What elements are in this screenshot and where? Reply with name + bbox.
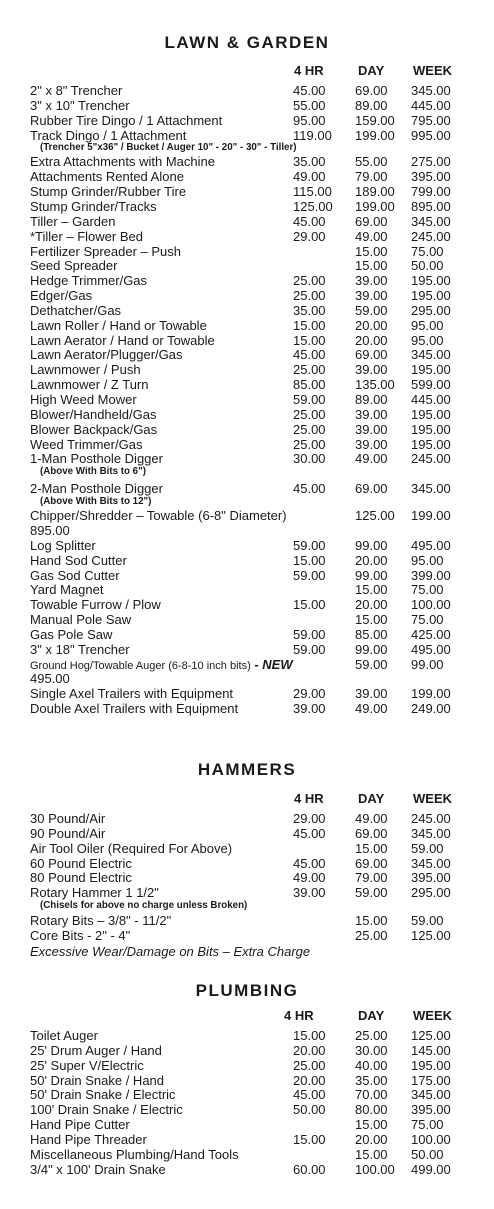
price-day: 39.00 bbox=[355, 362, 388, 378]
price-week: 75.00 bbox=[411, 243, 444, 259]
item-name: Double Axel Trailers with Equipment bbox=[30, 701, 239, 717]
price-week: 345.00 bbox=[411, 1087, 451, 1103]
price-overflow: 895.00 bbox=[30, 522, 70, 538]
price-row bbox=[0, 627, 494, 642]
price-row bbox=[0, 422, 494, 437]
price-day: 85.00 bbox=[355, 626, 388, 642]
price-day: 25.00 bbox=[355, 927, 388, 943]
price-4hr: 45.00 bbox=[293, 825, 326, 841]
price-week: 249.00 bbox=[411, 701, 451, 717]
price-week: 245.00 bbox=[411, 811, 451, 826]
price-week: 95.00 bbox=[411, 552, 444, 568]
price-week: 399.00 bbox=[411, 567, 451, 583]
price-day: 89.00 bbox=[355, 97, 388, 113]
price-week: 175.00 bbox=[411, 1072, 451, 1088]
hammers-title: HAMMERS bbox=[197, 760, 297, 779]
item-name: Dethatcher/Gas bbox=[30, 302, 122, 318]
price-day: 89.00 bbox=[355, 392, 388, 407]
item-name: Rotary Bits – 3/8" - 11/2" bbox=[30, 913, 172, 929]
item-name: 50' Drain Snake / Hand bbox=[30, 1072, 165, 1088]
item-name: Tiller – Garden bbox=[30, 213, 116, 229]
price-day: 79.00 bbox=[355, 169, 388, 185]
price-row bbox=[0, 273, 494, 288]
price-day: 99.00 bbox=[355, 537, 388, 553]
price-row bbox=[0, 885, 494, 900]
item-name: 100' Drain Snake / Electric bbox=[30, 1102, 183, 1118]
item-name: 25' Super V/Electric bbox=[30, 1057, 144, 1073]
price-4hr: 25.00 bbox=[293, 1057, 326, 1073]
price-row bbox=[0, 288, 494, 303]
price-row bbox=[0, 1043, 494, 1058]
price-row bbox=[0, 553, 494, 568]
price-4hr: 45.00 bbox=[293, 83, 326, 98]
price-row bbox=[0, 1087, 494, 1102]
price-row bbox=[0, 870, 494, 885]
item-name: 3" x 10" Trencher bbox=[30, 97, 130, 113]
item-name: Toilet Auger bbox=[30, 1028, 98, 1043]
price-week: 59.00 bbox=[411, 913, 444, 929]
item-name: High Weed Mower bbox=[30, 392, 137, 407]
price-week: 95.00 bbox=[411, 332, 444, 348]
price-day: 69.00 bbox=[355, 855, 388, 871]
price-4hr: 15.00 bbox=[293, 1028, 326, 1043]
price-week: 345.00 bbox=[411, 213, 451, 229]
price-row bbox=[0, 841, 494, 856]
price-day: 69.00 bbox=[355, 825, 388, 841]
price-row bbox=[0, 214, 494, 229]
price-day: 49.00 bbox=[355, 811, 388, 826]
price-week: 395.00 bbox=[411, 1102, 451, 1118]
item-name: Fertilizer Spreader – Push bbox=[30, 243, 182, 259]
price-week: 395.00 bbox=[411, 169, 451, 185]
price-row bbox=[0, 1058, 494, 1073]
price-4hr: 30.00 bbox=[293, 451, 326, 467]
price-day: 100.00 bbox=[355, 1161, 395, 1177]
price-4hr: 60.00 bbox=[293, 1161, 326, 1177]
price-week: 50.00 bbox=[411, 1146, 444, 1162]
price-row bbox=[0, 508, 494, 523]
price-day: 80.00 bbox=[355, 1102, 388, 1118]
price-4hr: 25.00 bbox=[293, 288, 326, 304]
item-name: Chipper/Shredder – Towable (6-8" Diameter) bbox=[30, 508, 287, 524]
item-name: 1-Man Posthole Digger bbox=[30, 451, 163, 467]
item-name: Yard Magnet bbox=[30, 582, 104, 598]
price-week: 100.00 bbox=[411, 1131, 451, 1147]
price-row bbox=[0, 347, 494, 362]
price-week: 75.00 bbox=[411, 612, 444, 628]
price-day: 39.00 bbox=[355, 406, 388, 422]
price-4hr: 15.00 bbox=[293, 552, 326, 568]
price-4hr: 20.00 bbox=[293, 1072, 326, 1088]
price-4hr: 45.00 bbox=[293, 347, 326, 363]
price-week: 425.00 bbox=[411, 626, 451, 642]
price-week: 199.00 bbox=[411, 686, 451, 702]
price-row bbox=[0, 538, 494, 553]
price-4hr: 25.00 bbox=[293, 421, 326, 437]
price-4hr: 15.00 bbox=[293, 1131, 326, 1147]
price-row bbox=[0, 333, 494, 348]
price-4hr: 20.00 bbox=[293, 1042, 326, 1058]
item-name: 30 Pound/Air bbox=[30, 811, 106, 826]
price-4hr: 95.00 bbox=[293, 112, 326, 128]
item-name: Hand Pipe Cutter bbox=[30, 1117, 130, 1133]
price-row bbox=[0, 229, 494, 244]
price-day: 70.00 bbox=[355, 1087, 388, 1103]
price-row bbox=[0, 913, 494, 928]
price-week: 345.00 bbox=[411, 480, 451, 496]
price-row bbox=[0, 1102, 494, 1117]
price-row bbox=[0, 1028, 494, 1043]
price-week: 195.00 bbox=[411, 273, 451, 289]
price-row bbox=[0, 481, 494, 496]
col-day-header: DAY bbox=[358, 63, 385, 78]
price-4hr: 39.00 bbox=[293, 885, 326, 901]
price-week: 445.00 bbox=[411, 392, 451, 407]
price-week: 345.00 bbox=[411, 83, 451, 98]
item-name: Track Dingo / 1 Attachment bbox=[30, 127, 187, 143]
price-4hr: 25.00 bbox=[293, 436, 326, 452]
price-day: 15.00 bbox=[355, 243, 388, 259]
item-name: Log Splitter bbox=[30, 537, 96, 553]
price-row bbox=[0, 451, 494, 466]
item-name: Edger/Gas bbox=[30, 288, 93, 304]
item-name: Miscellaneous Plumbing/Hand Tools bbox=[30, 1146, 239, 1162]
price-row bbox=[0, 612, 494, 627]
price-day: 125.00 bbox=[355, 508, 395, 524]
item-name: Manual Pole Saw bbox=[30, 612, 132, 628]
price-4hr: 39.00 bbox=[293, 701, 326, 717]
item-name: Rotary Hammer 1 1/2" bbox=[30, 885, 159, 901]
plumbing-title: PLUMBING bbox=[195, 981, 299, 1000]
item-name: Towable Furrow / Plow bbox=[30, 597, 161, 613]
price-day: 15.00 bbox=[355, 913, 388, 929]
price-row bbox=[0, 568, 494, 583]
price-day: 15.00 bbox=[355, 582, 388, 598]
price-week: 195.00 bbox=[411, 436, 451, 452]
price-week: 95.00 bbox=[411, 317, 444, 333]
item-name: Gas Sod Cutter bbox=[30, 567, 120, 583]
price-day: 49.00 bbox=[355, 228, 388, 244]
price-row bbox=[0, 657, 494, 672]
item-name: 3/4" x 100' Drain Snake bbox=[30, 1161, 166, 1177]
price-week: 195.00 bbox=[411, 421, 451, 437]
price-row bbox=[0, 318, 494, 333]
price-day: 49.00 bbox=[355, 701, 388, 717]
price-4hr: 15.00 bbox=[293, 597, 326, 613]
price-row bbox=[0, 642, 494, 657]
price-4hr: 35.00 bbox=[293, 154, 326, 170]
price-4hr: 50.00 bbox=[293, 1102, 326, 1118]
price-4hr: 59.00 bbox=[293, 392, 326, 407]
price-row bbox=[0, 686, 494, 701]
price-4hr: 29.00 bbox=[293, 686, 326, 702]
item-name: Blower/Handheld/Gas bbox=[30, 406, 157, 422]
item-note: (Trencher 5"x36" / Bucket / Auger 10" - 20" - 30" - Tiller) bbox=[40, 141, 297, 154]
item-name: Lawn Aerator / Hand or Towable bbox=[30, 332, 215, 348]
price-day: 30.00 bbox=[355, 1042, 388, 1058]
price-day: 39.00 bbox=[355, 436, 388, 452]
price-4hr: 125.00 bbox=[293, 198, 333, 214]
price-week: 799.00 bbox=[411, 184, 451, 200]
price-day: 199.00 bbox=[355, 198, 395, 214]
item-name: Hand Sod Cutter bbox=[30, 552, 127, 568]
price-week: 59.00 bbox=[411, 840, 444, 856]
price-week: 345.00 bbox=[411, 347, 451, 363]
col-day-header: DAY bbox=[358, 791, 385, 806]
price-row bbox=[0, 83, 494, 98]
item-name: Seed Spreader bbox=[30, 258, 118, 274]
item-name: Extra Attachments with Machine bbox=[30, 154, 215, 170]
price-week: 295.00 bbox=[411, 302, 451, 318]
price-row bbox=[0, 128, 494, 143]
price-day: 189.00 bbox=[355, 184, 395, 200]
price-overflow: 495.00 bbox=[30, 671, 70, 687]
price-day: 15.00 bbox=[355, 612, 388, 628]
price-week: 495.00 bbox=[411, 641, 451, 657]
price-week: 395.00 bbox=[411, 870, 451, 886]
price-day: 59.00 bbox=[355, 885, 388, 901]
col-day-header: DAY bbox=[358, 1008, 385, 1023]
price-row bbox=[0, 1132, 494, 1147]
price-4hr: 49.00 bbox=[293, 870, 326, 886]
price-4hr: 25.00 bbox=[293, 273, 326, 289]
price-row bbox=[0, 184, 494, 199]
price-day: 15.00 bbox=[355, 1117, 388, 1133]
price-row bbox=[0, 303, 494, 318]
price-week: 345.00 bbox=[411, 825, 451, 841]
new-badge: - NEW bbox=[250, 656, 293, 672]
price-row bbox=[0, 362, 494, 377]
price-row bbox=[0, 1073, 494, 1088]
price-day: 35.00 bbox=[355, 1072, 388, 1088]
price-row bbox=[0, 154, 494, 169]
price-day: 49.00 bbox=[355, 451, 388, 467]
item-name: Lawn Aerator/Plugger/Gas bbox=[30, 347, 183, 363]
item-name: Rubber Tire Dingo / 1 Attachment bbox=[30, 112, 223, 128]
price-day: 55.00 bbox=[355, 154, 388, 170]
price-day: 59.00 bbox=[355, 302, 388, 318]
price-row bbox=[0, 98, 494, 113]
price-day: 15.00 bbox=[355, 1146, 388, 1162]
item-name: *Tiller – Flower Bed bbox=[30, 228, 143, 244]
price-4hr: 29.00 bbox=[293, 811, 326, 826]
price-4hr: 59.00 bbox=[293, 567, 326, 583]
price-row bbox=[0, 377, 494, 392]
price-row bbox=[0, 597, 494, 612]
price-row bbox=[0, 856, 494, 871]
price-day: 20.00 bbox=[355, 332, 388, 348]
item-name: Gas Pole Saw bbox=[30, 626, 113, 642]
price-day: 199.00 bbox=[355, 127, 395, 143]
price-day: 25.00 bbox=[355, 1028, 388, 1043]
item-name: Core Bits - 2" - 4" bbox=[30, 927, 131, 943]
price-day: 15.00 bbox=[355, 840, 388, 856]
price-day: 69.00 bbox=[355, 480, 388, 496]
price-4hr: 55.00 bbox=[293, 97, 326, 113]
item-name: Weed Trimmer/Gas bbox=[30, 436, 143, 452]
price-week: 275.00 bbox=[411, 154, 451, 170]
price-row bbox=[0, 811, 494, 826]
price-row bbox=[0, 437, 494, 452]
item-note: (Above With Bits to 6") bbox=[40, 465, 146, 478]
price-4hr: 15.00 bbox=[293, 317, 326, 333]
item-name: Stump Grinder/Rubber Tire bbox=[30, 184, 187, 200]
price-day: 20.00 bbox=[355, 597, 388, 613]
price-4hr: 35.00 bbox=[293, 302, 326, 318]
price-day: 99.00 bbox=[355, 641, 388, 657]
price-day: 39.00 bbox=[355, 273, 388, 289]
price-day: 40.00 bbox=[355, 1057, 388, 1073]
col-week-header: WEEK bbox=[413, 1008, 452, 1023]
bits-damage-notice: Excessive Wear/Damage on Bits – Extra Charge bbox=[30, 943, 311, 959]
price-4hr: 59.00 bbox=[293, 537, 326, 553]
price-4hr: 85.00 bbox=[293, 377, 326, 393]
price-row bbox=[0, 1162, 494, 1177]
price-row bbox=[0, 244, 494, 259]
price-week: 99.00 bbox=[411, 656, 444, 672]
item-name: 80 Pound Electric bbox=[30, 870, 132, 886]
col-4hr-header: 4 HR bbox=[294, 63, 324, 78]
price-week: 50.00 bbox=[411, 258, 444, 274]
price-row bbox=[0, 169, 494, 184]
price-week: 245.00 bbox=[411, 228, 451, 244]
price-row bbox=[0, 407, 494, 422]
price-week: 895.00 bbox=[411, 198, 451, 214]
price-day: 20.00 bbox=[355, 317, 388, 333]
price-4hr: 25.00 bbox=[293, 406, 326, 422]
price-4hr: 59.00 bbox=[293, 641, 326, 657]
price-week: 499.00 bbox=[411, 1161, 451, 1177]
price-week: 145.00 bbox=[411, 1042, 451, 1058]
col-4hr-header: 4 HR bbox=[294, 791, 324, 806]
price-row bbox=[0, 928, 494, 943]
price-week: 75.00 bbox=[411, 582, 444, 598]
item-name: Hedge Trimmer/Gas bbox=[30, 273, 148, 289]
price-week: 495.00 bbox=[411, 537, 451, 553]
price-week: 795.00 bbox=[411, 112, 451, 128]
price-day: 99.00 bbox=[355, 567, 388, 583]
price-day: 69.00 bbox=[355, 213, 388, 229]
price-day: 15.00 bbox=[355, 258, 388, 274]
price-day: 39.00 bbox=[355, 421, 388, 437]
item-note: (Above With Bits to 12") bbox=[40, 494, 152, 507]
price-day: 135.00 bbox=[355, 377, 395, 393]
price-row bbox=[0, 199, 494, 214]
item-name: 25' Drum Auger / Hand bbox=[30, 1042, 162, 1058]
price-day: 39.00 bbox=[355, 686, 388, 702]
price-week: 195.00 bbox=[411, 362, 451, 378]
price-4hr: 25.00 bbox=[293, 362, 326, 378]
price-week: 195.00 bbox=[411, 1057, 451, 1073]
price-week: 599.00 bbox=[411, 377, 451, 393]
price-week: 445.00 bbox=[411, 97, 451, 113]
price-4hr: 45.00 bbox=[293, 480, 326, 496]
price-week: 195.00 bbox=[411, 406, 451, 422]
item-name: Air Tool Oiler (Required For Above) bbox=[30, 840, 233, 856]
item-note: (Chisels for above no charge unless Broken) bbox=[40, 899, 248, 912]
item-name: 2" x 8" Trencher bbox=[30, 83, 123, 98]
price-row bbox=[0, 113, 494, 128]
price-4hr: 29.00 bbox=[293, 228, 326, 244]
price-row bbox=[0, 582, 494, 597]
price-4hr: 115.00 bbox=[293, 184, 332, 200]
price-row bbox=[0, 701, 494, 716]
lawn-garden-title: LAWN & GARDEN bbox=[164, 33, 330, 52]
price-row bbox=[0, 392, 494, 407]
price-week: 100.00 bbox=[411, 597, 451, 613]
price-week: 995.00 bbox=[411, 127, 451, 143]
price-4hr: 15.00 bbox=[293, 332, 326, 348]
item-name: 50' Drain Snake / Electric bbox=[30, 1087, 176, 1103]
item-name: Lawn Roller / Hand or Towable bbox=[30, 317, 207, 333]
item-name: 90 Pound/Air bbox=[30, 825, 106, 841]
price-week: 125.00 bbox=[411, 927, 451, 943]
price-day: 69.00 bbox=[355, 83, 388, 98]
price-day: 159.00 bbox=[355, 112, 395, 128]
price-week: 195.00 bbox=[411, 288, 451, 304]
price-4hr: 49.00 bbox=[293, 169, 326, 185]
item-name: Blower Backpack/Gas bbox=[30, 421, 158, 437]
price-day: 20.00 bbox=[355, 552, 388, 568]
price-week: 245.00 bbox=[411, 451, 451, 467]
item-name-text: Ground Hog/Towable Auger (6-8-10 inch bits) bbox=[30, 659, 251, 672]
price-4hr: 59.00 bbox=[293, 626, 326, 642]
price-day: 20.00 bbox=[355, 1131, 388, 1147]
item-name: 3" x 18" Trencher bbox=[30, 641, 130, 657]
col-week-header: WEEK bbox=[413, 791, 452, 806]
price-4hr: 45.00 bbox=[293, 213, 326, 229]
price-week: 125.00 bbox=[411, 1028, 451, 1043]
price-week: 345.00 bbox=[411, 855, 451, 871]
col-4hr-header: 4 HR bbox=[284, 1008, 314, 1023]
item-name: 2-Man Posthole Digger bbox=[30, 480, 163, 496]
item-name: Stump Grinder/Tracks bbox=[30, 198, 157, 214]
price-day: 39.00 bbox=[355, 288, 388, 304]
price-row bbox=[0, 1147, 494, 1162]
price-week: 199.00 bbox=[411, 508, 451, 524]
price-day: 59.00 bbox=[355, 656, 388, 672]
col-week-header: WEEK bbox=[413, 63, 452, 78]
price-week: 75.00 bbox=[411, 1117, 444, 1133]
item-name: Single Axel Trailers with Equipment bbox=[30, 686, 234, 702]
item-name: Lawnmower / Z Turn bbox=[30, 377, 149, 393]
price-row bbox=[0, 258, 494, 273]
price-4hr: 45.00 bbox=[293, 1087, 326, 1103]
price-day: 79.00 bbox=[355, 870, 388, 886]
item-name: Hand Pipe Threader bbox=[30, 1131, 147, 1147]
item-name: Lawnmower / Push bbox=[30, 362, 141, 378]
price-4hr: 119.00 bbox=[293, 127, 332, 143]
price-week: 295.00 bbox=[411, 885, 451, 901]
price-row bbox=[0, 1117, 494, 1132]
price-day: 69.00 bbox=[355, 347, 388, 363]
price-4hr: 45.00 bbox=[293, 855, 326, 871]
price-row bbox=[0, 826, 494, 841]
item-name: Attachments Rented Alone bbox=[30, 169, 184, 185]
item-name: 60 Pound Electric bbox=[30, 855, 132, 871]
